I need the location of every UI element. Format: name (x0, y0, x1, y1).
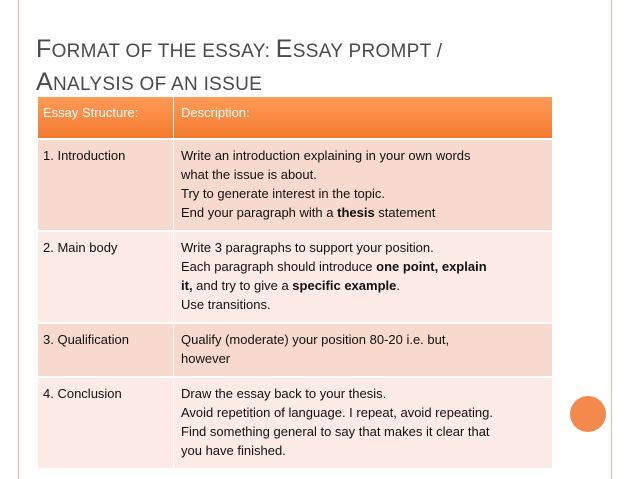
description-line (181, 330, 542, 349)
table-row (38, 231, 552, 323)
row-structure-label: 1. Introduction (38, 139, 174, 231)
table-header-row (38, 97, 552, 139)
description-text: Write 3 paragraphs to support your position. (181, 240, 434, 255)
description-text: Avoid repetition of language. I repeat, avoid repeating. (181, 405, 493, 420)
description-text: Write an introduction explaining in your own words (181, 148, 471, 163)
description-line (181, 441, 542, 460)
description-text: End your paragraph with a (181, 205, 338, 220)
description-line (181, 165, 542, 184)
description-emphasis: one point, explain (376, 259, 487, 274)
description-line (181, 403, 542, 422)
description-line (181, 295, 542, 314)
title-initial: E (275, 35, 293, 63)
title-initial: F (36, 35, 52, 63)
title-initial: A (36, 68, 53, 96)
title-text: SSAY PROMPT / (292, 41, 443, 62)
title-text: ORMAT OF THE ESSAY: (51, 41, 276, 62)
description-line (181, 276, 542, 295)
description-line (181, 146, 542, 165)
description-text: what the issue is about. (181, 167, 317, 182)
table-row (38, 139, 552, 231)
description-text: and try to give a (192, 278, 293, 293)
description-text: Each paragraph should introduce (181, 259, 377, 274)
slide-title-line-1 (36, 34, 596, 67)
row-structure-label: 2. Main body (38, 231, 174, 323)
header-description: Description: (174, 97, 553, 139)
header-essay-structure: Essay Structure: (38, 97, 174, 139)
row-structure-label: 3. Qualification (38, 323, 174, 377)
description-emphasis: it, (181, 278, 193, 293)
table-body (38, 139, 552, 468)
description-text: however (181, 351, 231, 366)
description-line (181, 422, 542, 441)
table-row (38, 377, 552, 468)
description-line (181, 257, 542, 276)
description-emphasis: specific example (292, 278, 397, 293)
title-text: NALYSIS OF AN ISSUE (52, 74, 263, 95)
row-description (174, 139, 553, 231)
description-line (181, 238, 542, 257)
description-text: . (396, 278, 400, 293)
row-description (174, 323, 553, 377)
row-description (174, 377, 553, 468)
slide-frame-left-line (18, 0, 19, 479)
description-line (181, 349, 542, 368)
decorative-orange-circle (570, 396, 606, 432)
row-structure-label: 4. Conclusion (38, 377, 174, 468)
description-text: Use transitions. (181, 297, 271, 312)
description-text: statement (374, 205, 436, 220)
slide-title (36, 34, 596, 100)
table-row (38, 323, 552, 377)
description-text: Find something general to say that makes it clear that (181, 424, 490, 439)
description-text: Qualify (moderate) your position 80-20 i.e. but, (181, 332, 450, 347)
description-line (181, 184, 542, 203)
description-line (181, 384, 542, 403)
description-line (181, 203, 542, 222)
description-emphasis: thesis (337, 205, 375, 220)
row-description (174, 231, 553, 323)
description-text: Draw the essay back to your thesis. (181, 386, 387, 401)
description-text: Try to generate interest in the topic. (181, 186, 386, 201)
essay-structure-table (38, 97, 552, 468)
slide-title-line-2 (36, 67, 596, 100)
slide-frame-right-line (611, 0, 612, 479)
description-text: you have finished. (181, 443, 286, 458)
